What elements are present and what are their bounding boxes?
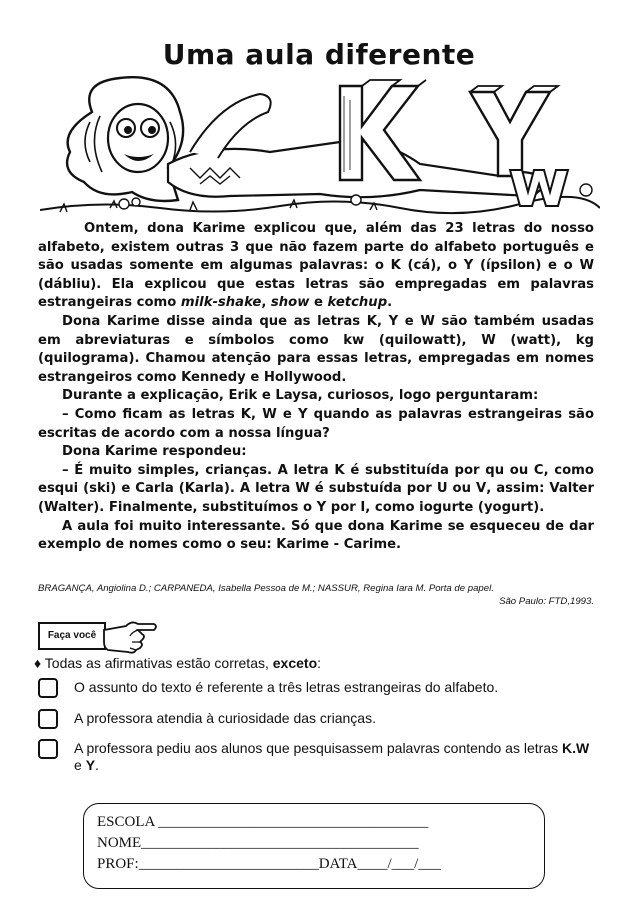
answer-option-text: O assunto do texto é referente a três letras estrangeiras do alfabeto. xyxy=(74,679,499,695)
bibliographic-reference xyxy=(38,582,594,608)
answer-option-text: A professora atendia à curiosidade das crianças. xyxy=(74,710,376,726)
exercise-header xyxy=(38,618,158,654)
story-paragraph: A aula foi muito interessante. Só que dona Karime se esqueceu de dar exemplo de nomes como o seu: Karime - Carime. xyxy=(38,518,594,553)
story-paragraph: – Como ficam as letras K, W e Y quando as palavras estrangeiras são escritas de acordo com a nossa língua? xyxy=(38,406,594,441)
story-paragraph: Dona Karime respondeu: xyxy=(62,444,247,460)
reference-line: São Paulo: FTD,1993. xyxy=(499,596,594,607)
escola-field[interactable]: ESCOLA ____________________________________ xyxy=(97,814,429,830)
school-info-box xyxy=(83,803,545,889)
answer-option[interactable] xyxy=(38,709,598,733)
page-title: Uma aula diferente xyxy=(162,38,476,71)
answer-option[interactable] xyxy=(38,739,598,779)
illustration xyxy=(40,72,600,220)
story-text xyxy=(38,220,594,555)
story-paragraph: Dona Karime disse ainda que as letras K, Y e W são também usadas em abreviaturas e símbolos como kw (quilowatt), W (watt), kg (quilograma). Chamou atenção para essas letras, empregadas em nomes estrangeiros como Kennedy e Hollywood. xyxy=(38,313,594,385)
pointing-hand-icon xyxy=(102,618,158,654)
answer-checkbox[interactable] xyxy=(38,739,58,759)
exercise-question: ♦ Todas as afirmativas estão corretas, exceto: xyxy=(34,655,322,671)
answer-checkbox[interactable] xyxy=(38,678,58,698)
story-paragraph: Ontem, dona Karime explicou que, além das 23 letras do nosso alfabeto, existem outras 3 que não fazem parte do alfabeto português e são usadas somente em algumas palavras: o K (cá), o Y (ípsilon) e o W (dábliu). Ela explicou que estas letras são empregadas em palavras estrangeiras como milk-shake, show e ketchup. xyxy=(38,221,594,311)
answer-checkbox[interactable] xyxy=(38,709,58,729)
answer-option-text: A professora pediu aos alunos que pesquisassem palavras contendo as letras K.W e Y. xyxy=(74,740,590,773)
faca-voce-badge: Faça você xyxy=(38,622,106,650)
reference-line: BRAGANÇA, Angiolina D.; CARPANEDA, Isabella Pessoa de M.; NASSUR, Regina Iara M. Porta de papel. xyxy=(38,583,494,594)
nome-field[interactable]: NOME_____________________________________ xyxy=(97,835,419,851)
story-paragraph: – É muito simples, crianças. A letra K é substituída por qu ou C, como esqui (ski) e Carla (Karla). A letra W é substuída por U ou V, assim: Valter (Walter). Finalmente, substituímos o Y por I, como iogurte (yogurt). xyxy=(38,462,594,515)
story-paragraph: Durante a explicação, Erik e Laysa, curiosos, logo perguntaram: xyxy=(62,388,539,404)
answer-option[interactable] xyxy=(38,678,598,702)
prof-data-field[interactable]: PROF:________________________DATA____/___/___ xyxy=(97,856,441,872)
